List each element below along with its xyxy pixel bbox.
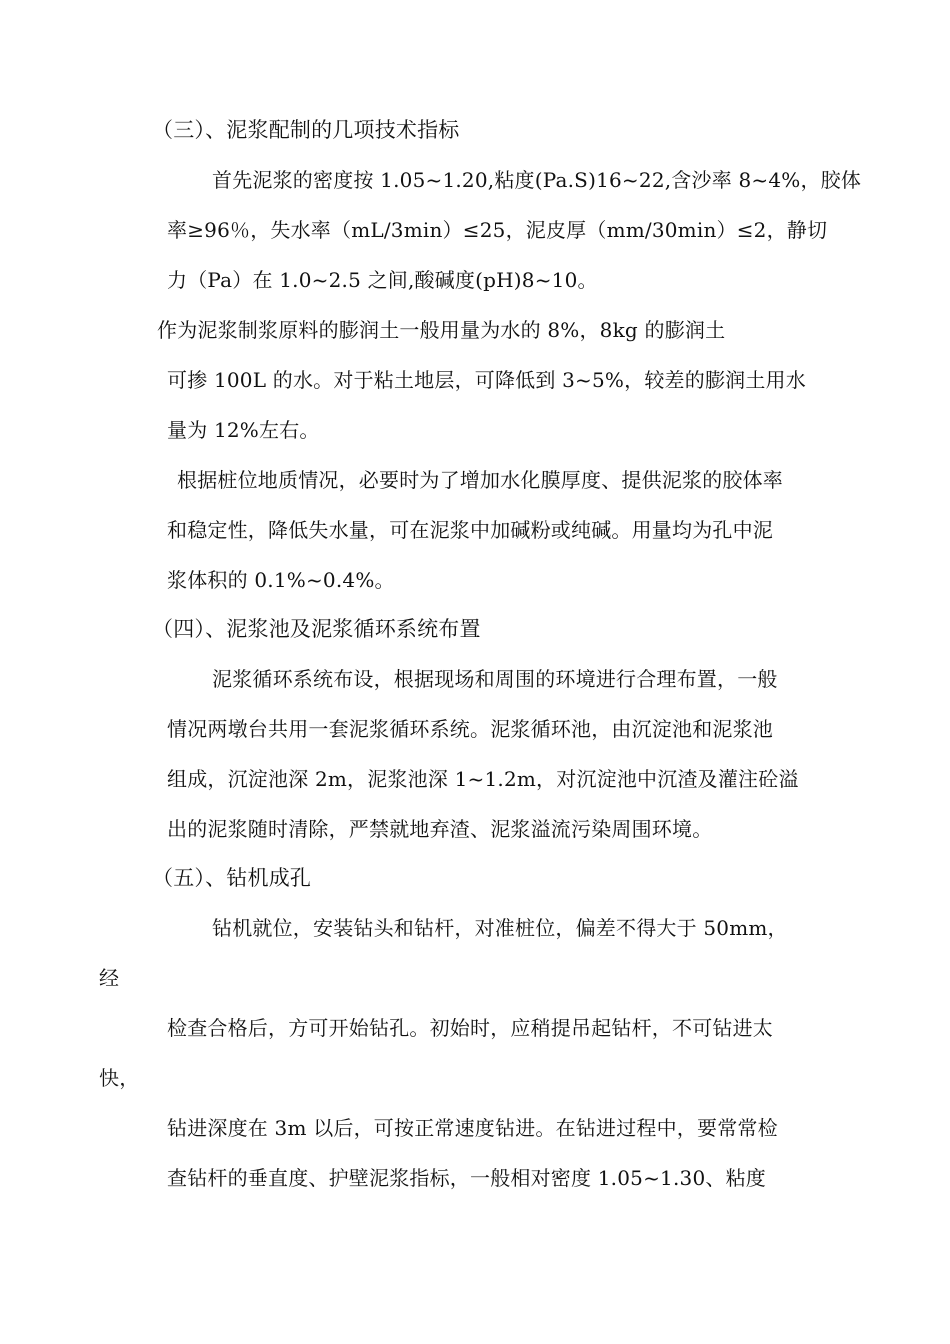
paragraph-line: 量为 12%左右。 (167, 418, 320, 442)
paragraph-line: 经 (99, 966, 120, 990)
paragraph-line: 情况两墩台共用一套泥浆循环系统。泥浆循环池，由沉淀池和泥浆池 (167, 717, 773, 741)
section-heading-4: （四）、泥浆池及泥浆循环系统布置 (152, 617, 481, 641)
paragraph-line: 首先泥浆的密度按 1.05~1.20,粘度(Pa.S)16~22,含沙率 8~4%，胶体 (212, 168, 862, 192)
paragraph-line: 钻机就位，安装钻头和钻杆，对准桩位，偏差不得大于 50mm， (212, 916, 788, 940)
paragraph-line: 出的泥浆随时清除，严禁就地弃渣、泥浆溢流污染周围环境。 (167, 817, 713, 841)
paragraph-line: 检查合格后，方可开始钻孔。初始时，应稍提吊起钻杆，不可钻进太 (167, 1016, 773, 1040)
paragraph-line: 和稳定性，降低失水量，可在泥浆中加碱粉或纯碱。用量均为孔中泥 (167, 518, 773, 542)
paragraph-line: 组成，沉淀池深 2m，泥浆池深 1~1.2m，对沉淀池中沉渣及灌注砼溢 (167, 767, 799, 791)
section-heading-3: （三）、泥浆配制的几项技术指标 (152, 118, 460, 142)
paragraph-line: 力（Pa）在 1.0~2.5 之间,酸碱度(pH)8~10。 (167, 268, 598, 292)
paragraph-line: 钻进深度在 3m 以后，可按正常速度钻进。在钻进过程中，要常常检 (167, 1116, 778, 1140)
paragraph-line: 根据桩位地质情况，必要时为了增加水化膜厚度、提供泥浆的胶体率 (177, 468, 783, 492)
paragraph-line: 浆体积的 0.1%~0.4%。 (167, 568, 395, 592)
section-heading-5: （五）、钻机成孔 (152, 866, 312, 890)
paragraph-line: 作为泥浆制浆原料的膨润土一般用量为水的 8%，8kg 的膨润土 (157, 318, 726, 342)
paragraph-line: 泥浆循环系统布设，根据现场和周围的环境进行合理布置，一般 (212, 667, 778, 691)
paragraph-line: 率≥96％，失水率（mL/3min）≤25，泥皮厚（mm/30min）≤2，静切 (167, 218, 828, 242)
paragraph-line: 快， (99, 1066, 140, 1090)
paragraph-line: 查钻杆的垂直度、护壁泥浆指标，一般相对密度 1.05~1.30、粘度 (167, 1166, 766, 1190)
paragraph-line: 可掺 100L 的水。对于粘土地层，可降低到 3~5%，较差的膨润土用水 (167, 368, 806, 392)
